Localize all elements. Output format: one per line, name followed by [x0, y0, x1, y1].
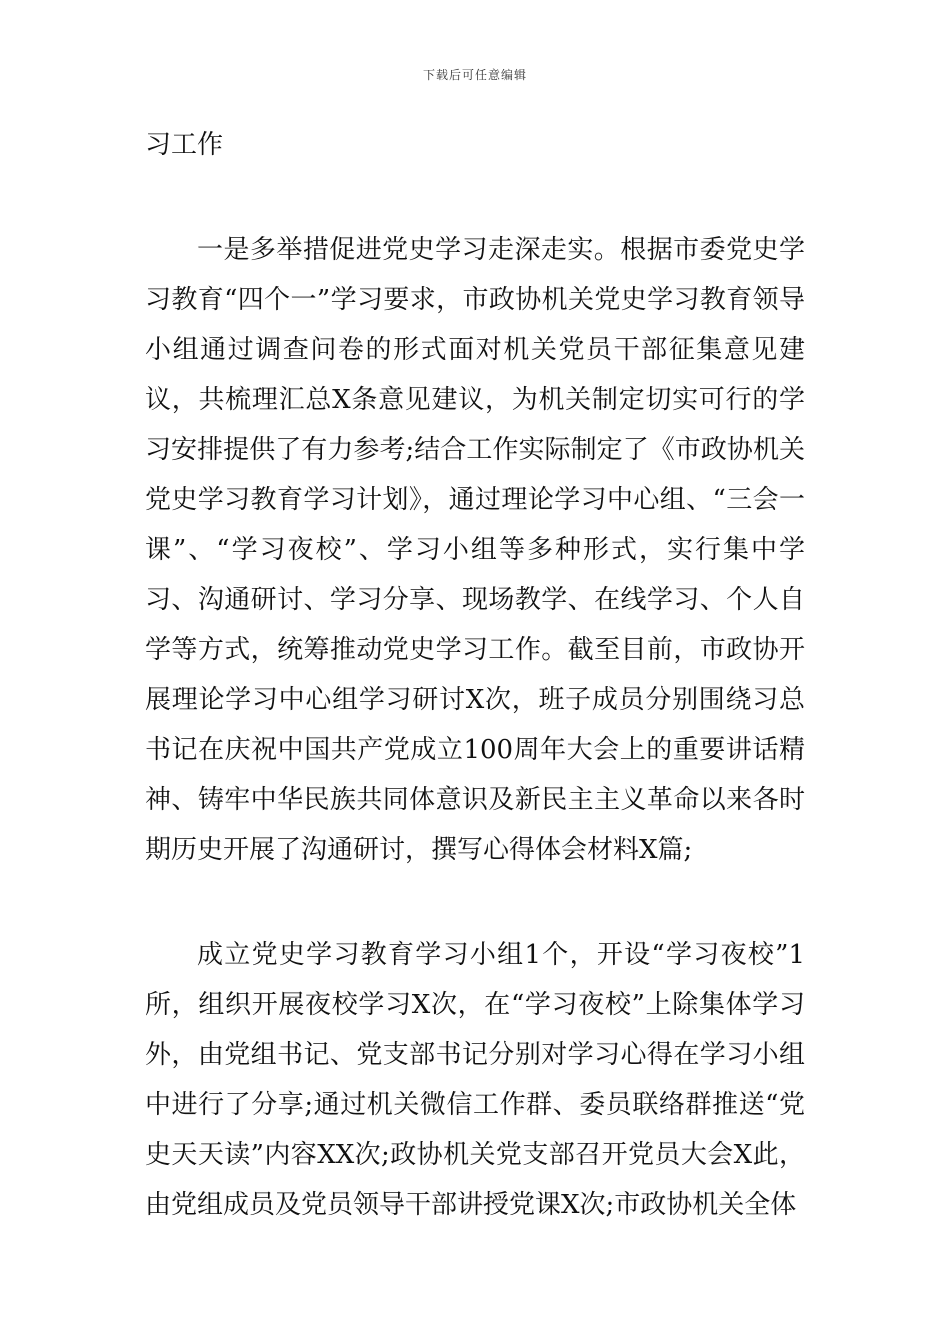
paragraph-2: 成立党史学习教育学习小组1个，开设“学习夜校”1所，组织开展夜校学习X次，在“学习夜校”上除集体学习外，由党组书记、党支部书记分别对学习心得在学习小组中进行了分享;通过机关微信工作群、委员联络群推送“党史天天读”内容XX次;政协机关党支部召开党员大会X此，由党组成员及党员领导干部讲授党课X次;市政协机关全体	[145, 940, 805, 1220]
continued-text: 习工作	[145, 130, 224, 160]
document-body	[145, 120, 805, 1285]
page-header-note: 下载后可任意编辑	[422, 68, 527, 82]
paragraph-1: 一是多举措促进党史学习走深走实。根据市委党史学习教育“四个一”学习要求，市政协机关党史学习教育领导小组通过调查问卷的形式面对机关党员干部征集意见建议，共梳理汇总X条意见建议，为机关制定切实可行的学习安排提供了有力参考;结合工作实际制定了《市政协机关党史学习教育学习计划》，通过理论学习中心组、“三会一课”、“学习夜校”、学习小组等多种形式，实行集中学习、沟通研讨、学习分享、现场教学、在线学习、个人自学等方式，统筹推动党史学习工作。截至目前，市政协开展理论学习中心组学习研讨X次，班子成员分别围绕习总书记在庆祝中国共产党成立100周年大会上的重要讲话精神、铸牢中华民族共同体意识及新民主主义革命以来各时期历史开展了沟通研讨，撰写心得体会材料X篇;	[145, 235, 805, 865]
